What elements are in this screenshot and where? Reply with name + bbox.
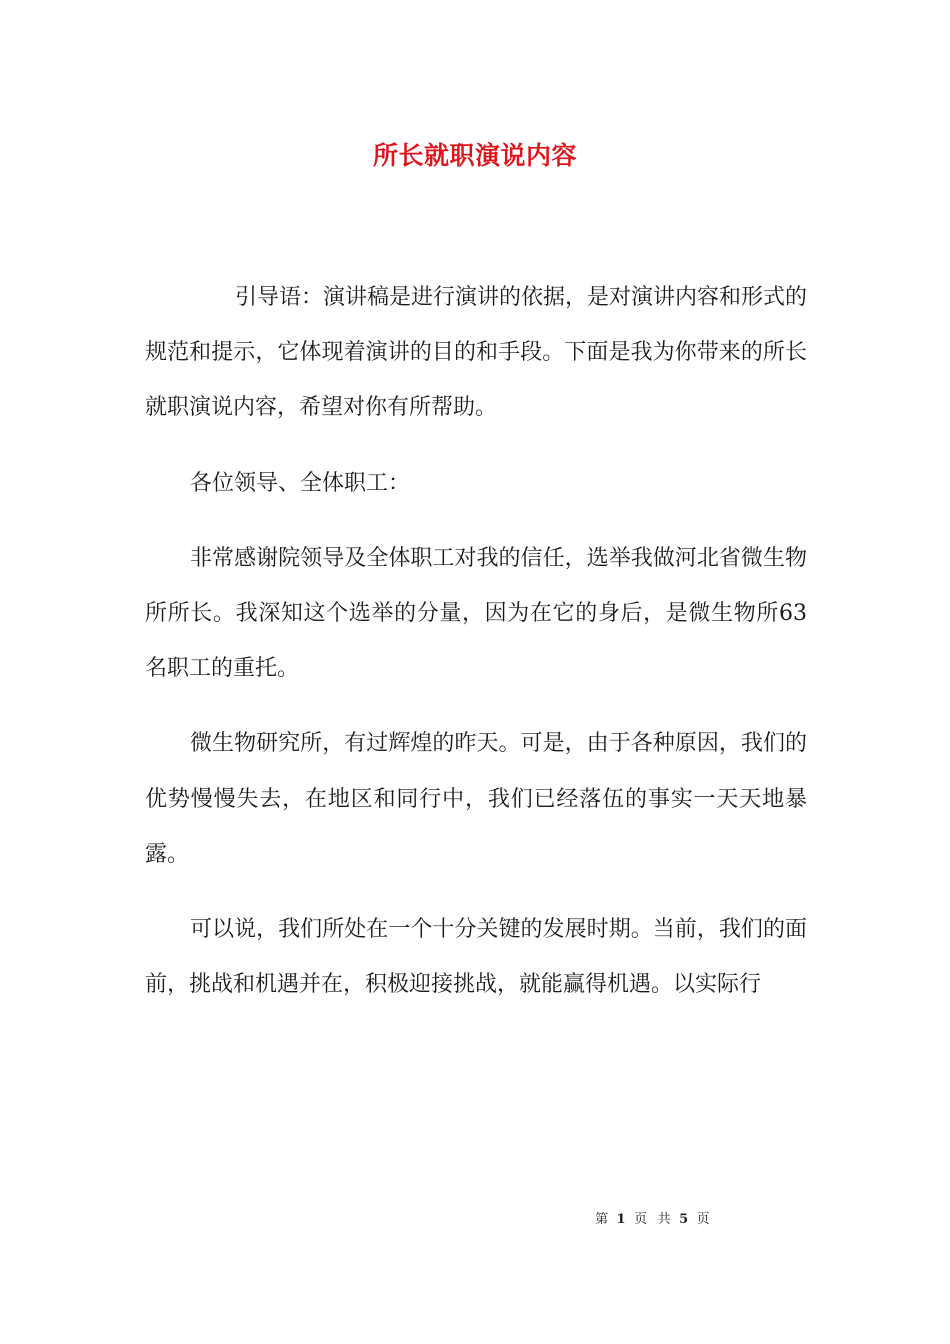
paragraph-history: 微生物研究所，有过辉煌的昨天。可是，由于各种原因，我们的优势慢慢失去，在地区和同行中，我们已经落伍的事实一天天地暴露。	[145, 731, 807, 867]
footer-total-pages: 5	[679, 1212, 689, 1227]
paragraph-salutation: 各位领导、全体职工：	[190, 470, 411, 496]
page-number-footer	[593, 1208, 712, 1227]
paragraph-intro: 引导语：演讲稿是进行演讲的依据，是对演讲内容和形式的规范和提示，它体现着演讲的目的和手段。下面是我为你带来的所长就职演说内容，希望对你有所帮助。	[145, 285, 808, 421]
paragraph-challenge: 可以说，我们所处在一个十分关键的发展时期。当前，我们的面前，挑战和机遇并在，积极迎接挑战，就能赢得机遇。以实际行	[145, 917, 807, 998]
footer-total-suffix: 页	[696, 1212, 711, 1227]
document-title: 所长就职演说内容	[372, 141, 577, 170]
footer-total-prefix: 共	[657, 1212, 672, 1227]
footer-prefix: 第	[595, 1212, 609, 1227]
footer-current-page: 1	[616, 1212, 627, 1227]
paragraph-thanks: 非常感谢院领导及全体职工对我的信任，选举我做河北省微生物所所长。我深知这个选举的分量，因为在它的身后，是微生物所63名职工的重托。	[145, 545, 807, 682]
footer-page-word: 页	[634, 1212, 648, 1227]
document-body	[145, 270, 807, 1032]
